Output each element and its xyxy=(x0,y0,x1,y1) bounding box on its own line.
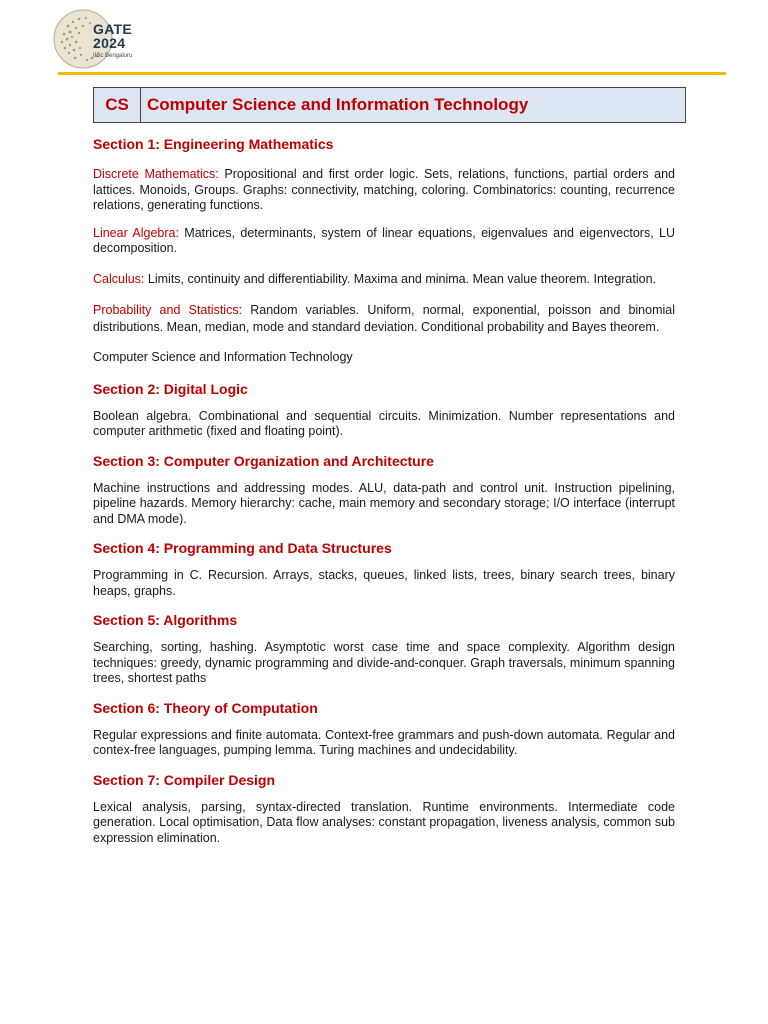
topic-paragraph xyxy=(93,226,675,257)
topic-paragraph xyxy=(93,167,675,214)
section-heading: Section 2: Digital Logic xyxy=(93,380,248,397)
topic-text: Propositional and first order logic. Sets, relations, functions, partial orders and lattices. Monoids, Groups. Graphs: connectivity, matching, coloring. Combinatorics: counting, recurrence relations, generating functions. xyxy=(93,167,675,212)
section-heading: Section 3: Computer Organization and Architecture xyxy=(93,452,434,469)
section-heading: Section 6: Theory of Computation xyxy=(93,699,318,716)
section-heading: Section 5: Algorithms xyxy=(93,612,238,628)
logo-gate-text: GATE xyxy=(93,21,133,37)
section-footer-note: Computer Science and Information Technology xyxy=(93,350,353,364)
section-heading: Section 7: Compiler Design xyxy=(93,771,276,788)
syllabus-content xyxy=(93,136,675,846)
logo-year-text: 2024 xyxy=(93,35,126,51)
logo-institute-text: IISc Bengaluru xyxy=(93,53,133,59)
topic-label: Probability and Statistics: xyxy=(93,303,243,317)
topic-text: Matrices, determinants, system of linear equations, eigenvalues and eigenvectors, LU decomposition. xyxy=(93,225,675,255)
header-rule xyxy=(58,72,726,75)
topic-label: Discrete Mathematics: xyxy=(93,167,219,181)
section-text: Machine instructions and addressing modes. ALU, data-path and control unit. Instruction pipelining, pipeline hazards. Memory hierarchy: cache, main memory and secondary storage; I/O interface (interrupt and DMA mode). xyxy=(93,480,675,526)
topic-label: Calculus: xyxy=(93,271,145,286)
gate-logo xyxy=(52,6,162,72)
subject-title: Computer Science and Information Technology xyxy=(147,95,529,114)
topic-text: Limits, continuity and differentiability. Maxima and minima. Mean value theorem. Integration. xyxy=(144,271,657,286)
subject-code: CS xyxy=(94,88,141,122)
section-text: Lexical analysis, parsing, syntax-directed translation. Runtime environments. Intermediate code generation. Local optimisation, Data flow analyses: constant propagation, liveness analysis, common sub expression elimination. xyxy=(93,799,675,845)
section-heading: Section 1: Engineering Mathematics xyxy=(93,136,334,152)
section-text: Boolean algebra. Combinational and sequential circuits. Minimization. Number representations and computer arithmetic (fixed and floating point). xyxy=(93,408,675,438)
section-text: Regular expressions and finite automata. Context-free grammars and push-down automata. Regular and contex-free languages, pumping lemma. Turing machines and undecidability. xyxy=(93,727,675,757)
topic-text: Random variables. Uniform, normal, exponential, poisson and binomial distributions. Mean, median, mode and standard deviation. Conditional probability and Bayes theorem. xyxy=(93,303,676,334)
subject-banner xyxy=(93,87,686,123)
topic-paragraph xyxy=(93,302,675,336)
section-text: Programming in C. Recursion. Arrays, stacks, queues, linked lists, trees, binary search trees, binary heaps, graphs. xyxy=(93,568,675,598)
topic-label: Linear Algebra: xyxy=(93,225,179,240)
section-heading: Section 4: Programming and Data Structures xyxy=(93,540,392,556)
topic-paragraph xyxy=(93,272,675,288)
section-text: Searching, sorting, hashing. Asymptotic worst case time and space complexity. Algorithm design techniques: greedy, dynamic programming and divide-and-conquer. Graph traversals, minimum spanning trees, shortest paths xyxy=(93,640,675,685)
